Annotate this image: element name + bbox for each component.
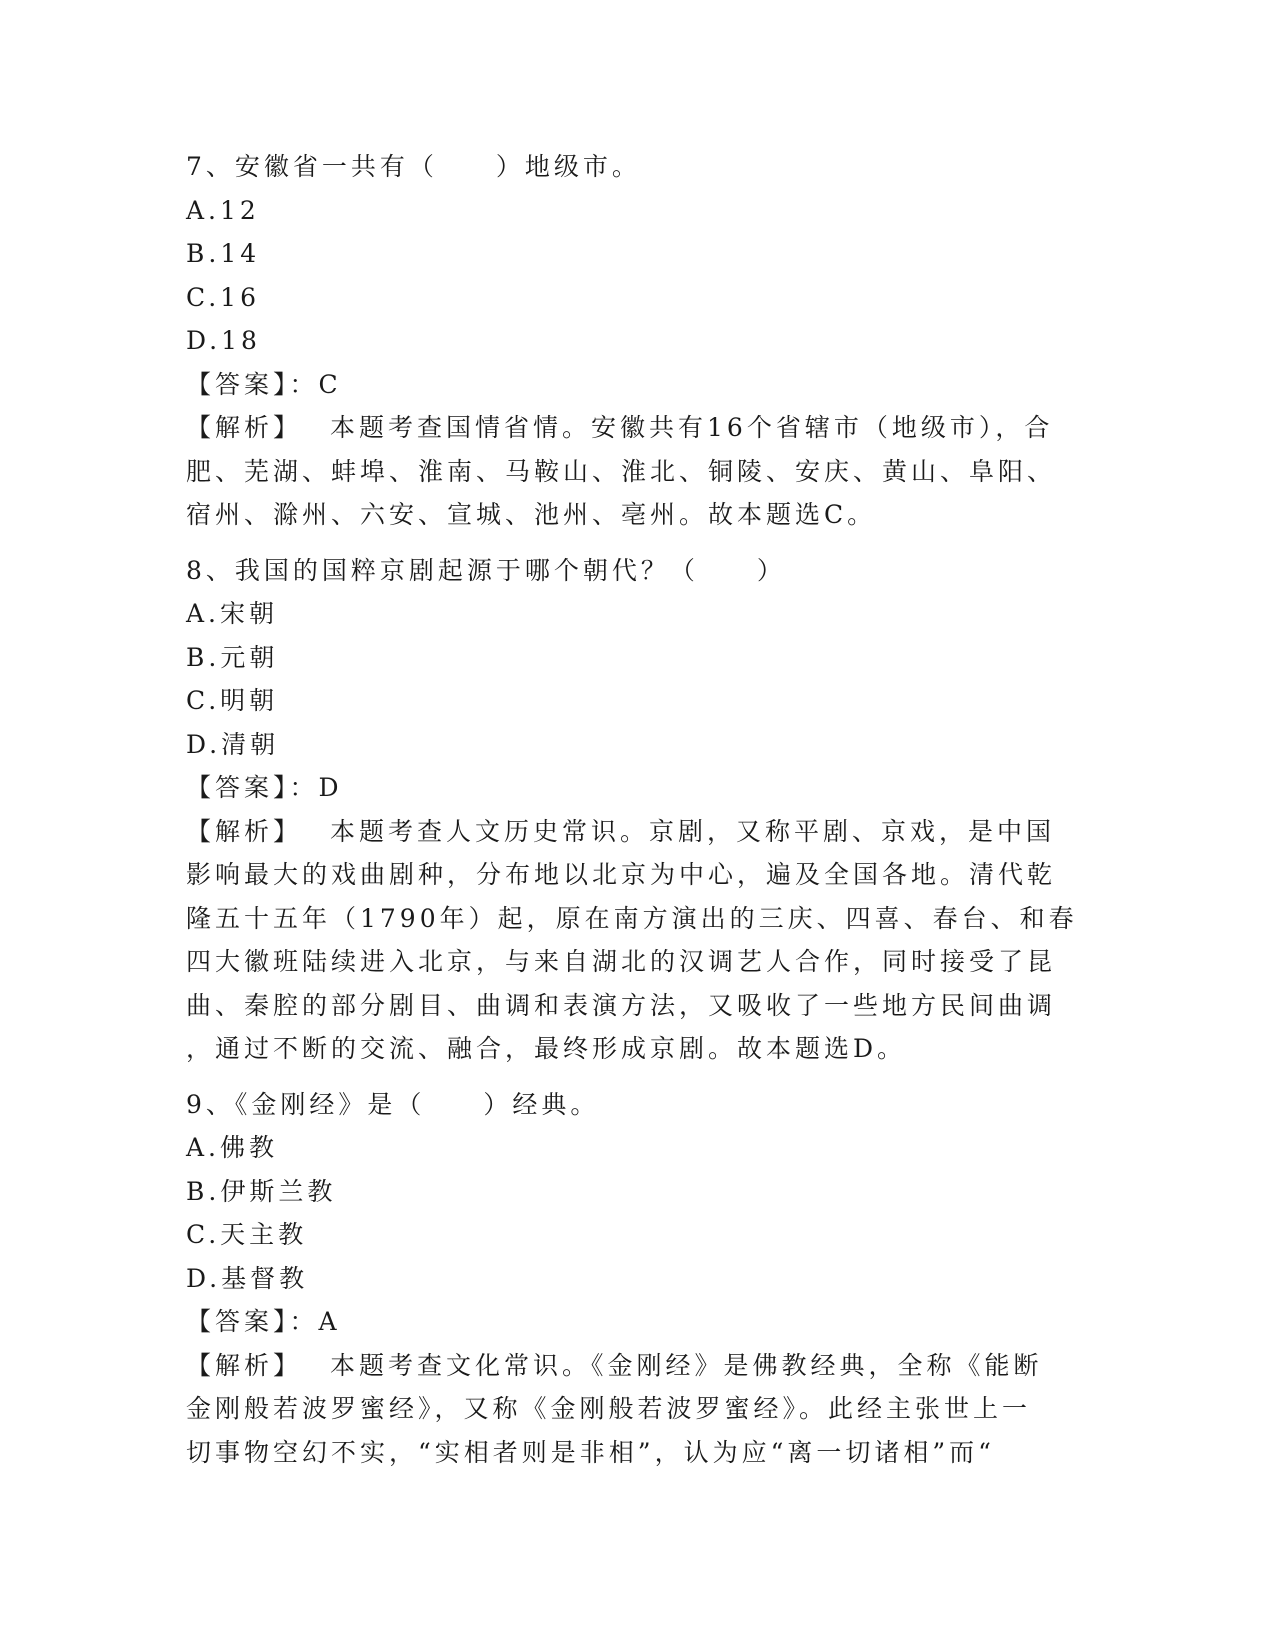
answer-line xyxy=(186,363,1086,407)
analysis-text: 四大徽班陆续进入北京，与来自湖北的汉调艺人合作，同时接受了昆 xyxy=(186,947,1057,976)
option-a: A.宋朝 xyxy=(186,599,279,628)
answer-label: 【答案】： xyxy=(186,1307,319,1336)
answer-line xyxy=(186,766,1086,810)
analysis-label: 【解析】 xyxy=(186,413,303,442)
analysis-text: 本题考查国情省情。安徽共有16个省辖市（地级市），合 xyxy=(330,413,1054,442)
question-stem: 9、《金刚经》是（ ）经典。 xyxy=(186,1089,600,1119)
answer-label: 【答案】： xyxy=(186,773,319,802)
answer-line xyxy=(186,1300,1086,1344)
question-stem: 7、安徽省一共有（ ）地级市。 xyxy=(186,152,641,181)
option-d: D.清朝 xyxy=(186,729,280,759)
answer-value: A xyxy=(318,1307,341,1336)
spacer xyxy=(186,537,1086,549)
analysis-label: 【解析】 xyxy=(186,1350,303,1380)
option-b: B.元朝 xyxy=(186,642,279,672)
analysis xyxy=(186,1344,1086,1475)
analysis-text: 本题考查人文历史常识。京剧，又称平剧、京戏，是中国 xyxy=(330,816,1056,846)
option-c: C.天主教 xyxy=(186,1220,308,1249)
answer-value: D xyxy=(318,773,343,802)
option-d: D.18 xyxy=(186,326,261,355)
option-c: C.明朝 xyxy=(186,686,279,715)
analysis-text: ，通过不断的交流、融合，最终形成京剧。故本题选D。 xyxy=(186,1034,907,1063)
analysis-text: 肥、芜湖、蚌埠、淮南、马鞍山、淮北、铜陵、安庆、黄山、阜阳、 xyxy=(186,456,1057,486)
answer-value: C xyxy=(318,369,342,399)
option-b: B.14 xyxy=(186,239,261,268)
option-c: C.16 xyxy=(186,282,260,312)
question-8 xyxy=(186,549,1086,1071)
analysis-label: 【解析】 xyxy=(186,816,303,846)
option-a: A.佛教 xyxy=(186,1133,279,1162)
spacer xyxy=(186,1071,1086,1083)
document-page xyxy=(186,145,1086,1474)
analysis-text: 本题考查文化常识。《金刚经》是佛教经典，全称《能断 xyxy=(330,1350,1043,1380)
analysis-text: 影响最大的戏曲剧种，分布地以北京为中心，遍及全国各地。清代乾 xyxy=(186,860,1057,889)
analysis-text: 曲、秦腔的部分剧目、曲调和表演方法，又吸收了一些地方民间曲调 xyxy=(186,990,1057,1020)
analysis-text: 金刚般若波罗蜜经》，又称《金刚般若波罗蜜经》。此经主张世上一 xyxy=(186,1394,1032,1423)
option-a: A.12 xyxy=(186,195,260,225)
question-7 xyxy=(186,145,1086,537)
analysis-text: 隆五十五年（1790年）起，原在南方演出的三庆、四喜、春台、和春 xyxy=(186,903,1078,933)
analysis xyxy=(186,406,1086,537)
option-b: B.伊斯兰教 xyxy=(186,1176,337,1206)
analysis-text: 宿州、滁州、六安、宣城、池州、亳州。故本题选C。 xyxy=(186,500,877,529)
analysis-text: 切事物空幻不实，“实相者则是非相”，认为应“离一切诸相”而“ xyxy=(186,1437,995,1467)
question-9 xyxy=(186,1083,1086,1475)
question-stem: 8、我国的国粹京剧起源于哪个朝代？（ ） xyxy=(186,555,786,585)
answer-label: 【答案】： xyxy=(186,369,319,399)
analysis xyxy=(186,810,1086,1071)
option-d: D.基督教 xyxy=(186,1263,309,1293)
